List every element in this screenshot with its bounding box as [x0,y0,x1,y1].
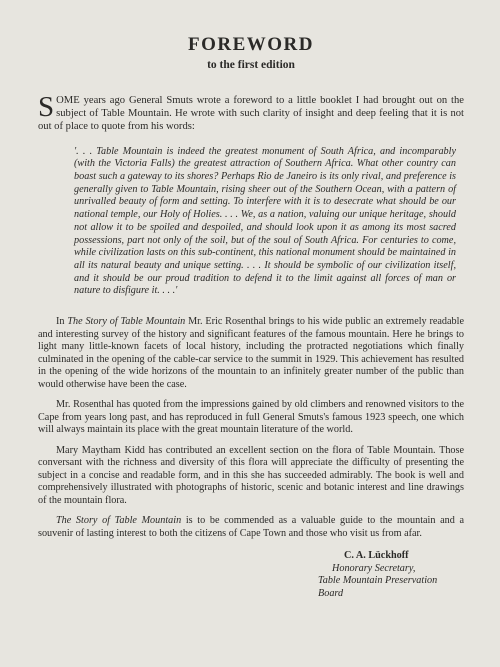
book-title-reference: The Story of Table Mountain [67,316,186,328]
smuts-quote: '. . . Table Mountain is indeed the greatest monument of South Africa, and incomparably (with the Victoria Falls) the greatest attraction of Southern Africa. What other country can boast such a gateway to its shores? Perhaps Rio de Janeiro is its only rival, and preference is generally given to Table Mountain, rising sheer out of the Southern Ocean, with a pattern of unrivalled beauty of form and setting. To interfere with it is to desecrate what should be our national temple, our Holy of Holies. . . . We, as a nation, valuing our unique heritage, should not allow it to be spoiled and despoiled, and should look upon it as among its most sacred possessions, part not only of the soil, but of the soul of South Africa. For centuries to come, while civilization lasts on this sub-continent, this national monument should be maintained in all its natural beauty and unique setting. . . . It should be symbolic of our civilization itself, and it should be our proud tradition to defend it to the limit against all forces of man or nature to disfigure it. . . .' [74,145,456,297]
paragraph-commendation [38,515,464,540]
opening-paragraph [38,91,464,134]
signature-role: Honorary Secretary, [332,562,416,574]
opening-text: OME years ago General Smuts wrote a foreword to a little booklet I had brought out on the subject of Table Mountain. He wrote with such clarity of insight and deep feeling that it is not out of place to quote from his words: [38,95,464,133]
book-title-reference: The Story of Table Mountain [56,515,182,527]
page-subtitle: to the first edition [207,59,295,71]
paragraph-text: Mr. Eric Rosenthal brings to his wide public an extremely readable and interesting survey of the history and significant features of the famous mountain. Here he brings to light many little-known facets of local history, including the protracted negotiations which finally culminated in the opening of the cable-car service to the summit in 1929. This achievement has resulted in the opening of the wide horizons of the mountain to an infinitely greater number of the public than would otherwise have been the case. [38,316,464,390]
paragraph-rosenthal-quotes: Mr. Rosenthal has quoted from the impressions gained by old climbers and renowned visitors to the Cape from years long past, and has reproduced in full General Smuts's famous 1923 speech, one which will always maintain its place with the great mountain literature of the world. [38,399,464,436]
drop-cap: S [38,91,55,123]
signature-block [318,550,464,600]
page-title: FOREWORD [188,34,314,55]
paragraph-rosenthal-survey [38,316,464,391]
signature-organization: Table Mountain Preservation Board [318,575,438,599]
paragraph-text: is to be commended as a valuable guide to the mountain and a souvenir of lasting interest to both the citizens of Cape Town and those who visit us from afar. [38,515,464,539]
paragraph-flora: Mary Maytham Kidd has contributed an excellent section on the flora of Table Mountain. Those conversant with the richness and diversity of this flora will appreciate the difficulty of presenting the subject in a concise and readable form, and in this she has succeeded admirably. The book is well and comprehensively illustrated with photographs of historic, scenic and botanic interest and line drawings of the mountain flora. [38,444,464,506]
paragraph-lead: In [56,316,68,328]
signature-name: C. A. Lückhoff [344,550,409,562]
